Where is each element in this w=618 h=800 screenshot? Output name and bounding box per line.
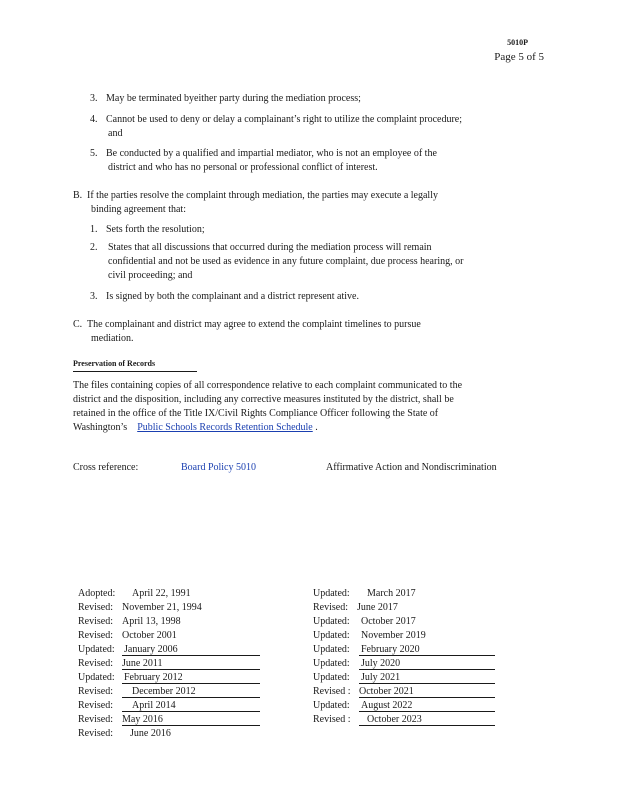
item-number: 5. [90, 148, 98, 159]
item-text: Is signed by both the complainant and a district represent ative. [106, 291, 359, 302]
item-number: 1. [90, 224, 98, 235]
history-date: June 2016 [130, 728, 171, 739]
history-date: October 2021 [359, 686, 414, 697]
history-label: Revised: [313, 602, 348, 613]
history-row [78, 587, 263, 601]
item-text: Be conducted by a qualified and impartial mediator, who is not an employee of the [106, 148, 437, 159]
history-date: May 2016 [122, 714, 163, 725]
history-row [78, 615, 263, 629]
history-row [78, 601, 263, 615]
item-text: Cannot be used to deny or delay a complainant’s right to utilize the complaint procedure; [106, 114, 463, 125]
item-number: 2. [90, 242, 98, 253]
item-number: 3. [90, 93, 98, 104]
history-date: February 2020 [361, 644, 420, 655]
history-date: December 2012 [132, 686, 196, 697]
history-underline [122, 711, 260, 712]
history-date: January 2006 [124, 644, 178, 655]
history-date: April 13, 1998 [122, 616, 181, 627]
history-date: October 2023 [367, 714, 422, 725]
history-row [313, 615, 498, 629]
item-number: C. [73, 319, 83, 330]
item-text: and [108, 128, 123, 139]
item-text: Sets forth the resolution; [106, 224, 205, 235]
item-text: civil proceeding; and [108, 270, 193, 281]
history-underline [359, 697, 495, 698]
history-right [313, 587, 498, 727]
history-underline [359, 669, 495, 670]
history-underline [359, 655, 495, 656]
history-row [78, 727, 263, 741]
cross-reference-label: Cross reference: [73, 462, 139, 473]
history-label: Revised: [78, 700, 113, 711]
history-label: Updated: [313, 700, 350, 711]
policy-code: 5010P [507, 38, 528, 47]
section-heading: Preservation of Records [73, 359, 156, 368]
history-date: November 21, 1994 [122, 602, 202, 613]
preservation-line: Washington’s Public Schools Records Retention Schedule . [73, 422, 318, 433]
item-text: confidential and not be used as evidence in any future complaint, due process hearing, or [108, 256, 464, 267]
item-text: mediation. [91, 333, 134, 344]
history-label: Updated: [78, 672, 115, 683]
history-date: July 2020 [361, 658, 401, 669]
history-label: Adopted: [78, 588, 116, 599]
history-row [313, 629, 498, 643]
history-underline [359, 725, 495, 726]
history-label: Revised: [78, 616, 113, 627]
item-text: binding agreement that: [91, 204, 186, 215]
page-number: Page 5 of 5 [494, 51, 544, 63]
heading-underline [73, 371, 197, 372]
history-date: October 2017 [361, 616, 416, 627]
history-underline [122, 683, 260, 684]
history-date: November 2019 [361, 630, 426, 641]
history-label: Revised: [78, 714, 113, 725]
retention-schedule-link[interactable]: Public Schools Records Retention Schedule [137, 422, 313, 433]
history-date: June 2011 [122, 658, 163, 669]
history-label: Updated: [313, 658, 350, 669]
history-label: Revised: [78, 728, 113, 739]
history-label: Revised: [78, 686, 113, 697]
history-underline [122, 655, 260, 656]
history-date: June 2017 [357, 602, 398, 613]
item-text: district and who has no personal or professional conflict of interest. [108, 162, 378, 173]
history-date: July 2021 [361, 672, 401, 683]
item-number: B. [73, 190, 83, 201]
history-date: October 2001 [122, 630, 177, 641]
item-text: May be terminated byeither party during the mediation process; [106, 93, 361, 104]
item-text: If the parties resolve the complaint through mediation, the parties may execute a legally [87, 190, 438, 201]
history-underline [359, 683, 495, 684]
history-date: April 22, 1991 [132, 588, 191, 599]
history-label: Updated: [313, 616, 350, 627]
history-row [313, 587, 498, 601]
item-text: The complainant and district may agree to extend the complaint timelines to pursue [87, 319, 421, 330]
preservation-line: district and the disposition, including any corrective measures instituted by the district, shall be [73, 394, 454, 405]
preservation-line: The files containing copies of all correspondence relative to each complaint communicated to the [73, 380, 463, 391]
history-date: April 2014 [132, 700, 176, 711]
item-number: 4. [90, 114, 98, 125]
item-number: 3. [90, 291, 98, 302]
history-label: Revised : [313, 686, 351, 697]
item-text: States that all discussions that occurred during the mediation process will remain [108, 242, 432, 253]
history-label: Revised : [313, 714, 351, 725]
preservation-line: retained in the office of the Title IX/Civil Rights Compliance Officer following the State of [73, 408, 439, 419]
history-underline [122, 697, 260, 698]
history-label: Updated: [313, 630, 350, 641]
history-row [78, 629, 263, 643]
cross-reference-title: Affirmative Action and Nondiscrimination [326, 462, 497, 473]
history-label: Updated: [78, 644, 115, 655]
history-row [313, 601, 498, 615]
board-policy-link[interactable]: Board Policy 5010 [181, 462, 256, 473]
history-label: Updated: [313, 588, 350, 599]
history-left [78, 587, 263, 741]
history-label: Updated: [313, 644, 350, 655]
history-underline [359, 711, 495, 712]
history-label: Revised: [78, 602, 113, 613]
history-date: August 2022 [361, 700, 413, 711]
history-underline [122, 725, 260, 726]
history-date: March 2017 [367, 588, 416, 599]
history-label: Revised: [78, 630, 113, 641]
history-label: Updated: [313, 672, 350, 683]
history-underline [122, 669, 260, 670]
history-label: Revised: [78, 658, 113, 669]
history-date: February 2012 [124, 672, 183, 683]
